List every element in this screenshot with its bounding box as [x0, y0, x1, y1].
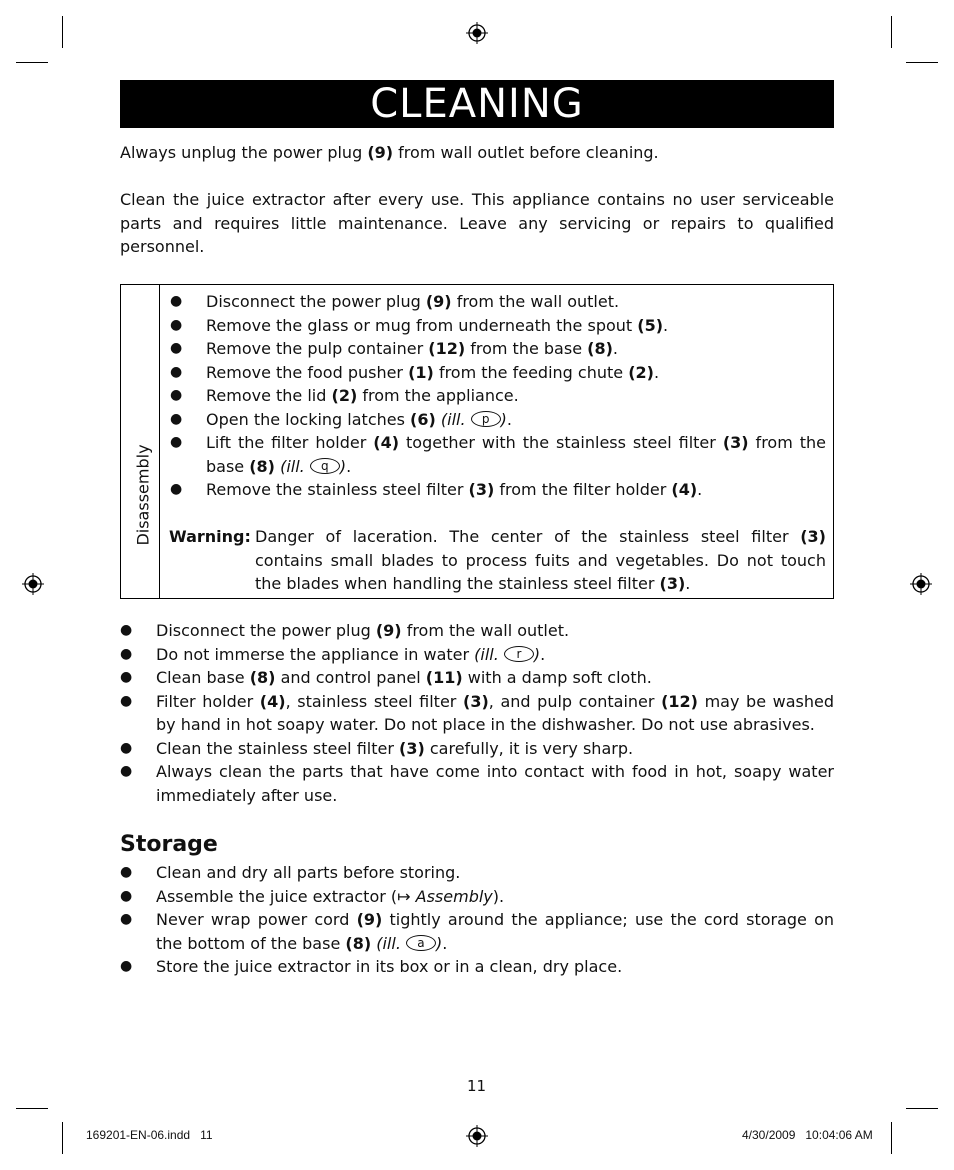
list-item: ● Disconnect the power plug (9) from the wall outlet.: [170, 292, 620, 311]
list-item: ● Do not immerse the appliance in water (ill. r ).: [120, 644, 546, 664]
page-number: 11: [467, 1077, 487, 1095]
crop-mark: [62, 16, 63, 48]
illustration-ref-icon: a: [406, 935, 436, 951]
crop-mark: [891, 1122, 892, 1154]
list-item: ● Remove the stainless steel filter (3) from the filter holder (4).: [170, 480, 703, 499]
intro-paragraph: Always unplug the power plug (9) from wall outlet before cleaning.: [120, 143, 659, 162]
list-item: ● Clean the stainless steel filter (3) carefully, it is very sharp.: [120, 738, 634, 758]
list-item: ● Remove the lid (2) from the appliance.: [170, 386, 519, 405]
file-slug: 169201-EN-06.indd 11: [86, 1128, 213, 1142]
list-item: ● Assemble the juice extractor (↦ Assembly).: [120, 886, 505, 906]
list-item: ● Remove the pulp container (12) from the base (8).: [170, 339, 618, 358]
storage-heading: Storage: [120, 832, 218, 857]
list-item: ● Always clean the parts that have come into contact with food in hot, soapy water immediately after use.: [120, 762, 834, 805]
storage-list: [120, 861, 834, 979]
list-item: ● Remove the glass or mug from underneath the spout (5).: [170, 315, 669, 335]
registration-mark-icon: [22, 573, 44, 595]
list-item: ● Filter holder (4), stainless steel filter (3), and pulp container (12) may be washed by hand in hot soapy water. Do not place in the dishwasher. Do not use abrasives.: [120, 691, 835, 734]
crop-mark: [16, 1108, 48, 1109]
illustration-ref-icon: q: [310, 458, 340, 474]
crop-mark: [62, 1122, 63, 1154]
disassembly-side-cell: [121, 285, 160, 598]
warning-text: Danger of laceration. The center of the stainless steel filter (3) contains small blades to process fuits and vegetables. Do not touch the blades when handling the stainless steel filter (3).: [255, 527, 826, 593]
cleaning-list: [120, 619, 835, 807]
cross-reference-arrow-icon: ↦: [397, 886, 416, 906]
list-item: ● Disconnect the power plug (9) from the wall outlet.: [120, 621, 570, 640]
list-item: ● Open the locking latches (6) (ill. p ).: [170, 409, 512, 429]
warning-label: Warning:: [169, 527, 251, 546]
disassembly-label: Disassembly: [133, 444, 153, 546]
list-item: ● Store the juice extractor in its box or in a clean, dry place.: [120, 957, 623, 976]
registration-mark-icon: [466, 22, 488, 44]
list-item: ● Lift the filter holder (4) together with the stainless steel filter (3) from the base (8) (ill. q ).: [170, 433, 827, 476]
crop-mark: [906, 62, 938, 63]
print-timestamp: 4/30/2009 10:04:06 AM: [742, 1128, 873, 1142]
list-item: ● Clean and dry all parts before storing.: [120, 863, 461, 882]
disassembly-list: [170, 290, 827, 502]
illustration-ref-icon: p: [471, 411, 501, 427]
illustration-ref-icon: r: [504, 646, 534, 662]
crop-mark: [16, 62, 48, 63]
disassembly-box: [120, 284, 834, 599]
list-item: ● Never wrap power cord (9) tightly around the appliance; use the cord storage on the bottom of the base (8) (ill. a ).: [120, 910, 834, 953]
registration-mark-icon: [466, 1125, 488, 1147]
crop-mark: [906, 1108, 938, 1109]
registration-mark-icon: [910, 573, 932, 595]
list-item: ● Clean base (8) and control panel (11) with a damp soft cloth.: [120, 668, 652, 687]
list-item: ● Remove the food pusher (1) from the feeding chute (2).: [170, 362, 660, 382]
page-title: CLEANING: [120, 80, 834, 128]
crop-mark: [891, 16, 892, 48]
maintenance-paragraph: Clean the juice extractor after every use. This appliance contains no user serviceable parts and requires little maintenance. Leave any servicing or repairs to qualified personnel.: [120, 190, 834, 256]
